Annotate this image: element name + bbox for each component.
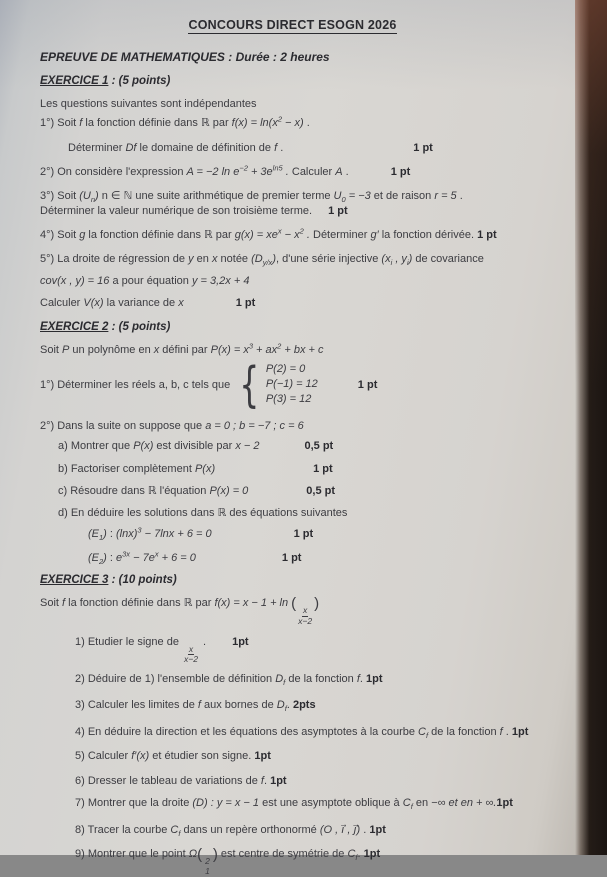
text-segment: f bbox=[62, 597, 66, 609]
ex2-q1-line bbox=[40, 356, 571, 413]
ex2-item-c: c) Résoudre dans ℝ l'équation P(x) = 0 0,5 pt bbox=[58, 485, 336, 497]
text-segment: U bbox=[333, 190, 342, 202]
text-segment: (lnx) bbox=[116, 528, 138, 540]
text-segment: e bbox=[116, 552, 123, 564]
fraction: $\frac{x}{x-2}$ bbox=[184, 643, 198, 665]
text-segment: f bbox=[410, 802, 413, 812]
text-segment: f(x) = ln(x bbox=[231, 117, 278, 129]
ex2-item-a: a) Montrer que P(x) est divisible par x − 2 0,5 pt bbox=[58, 440, 334, 452]
text-segment: P(x) bbox=[194, 463, 216, 475]
text-segment: C bbox=[170, 824, 179, 837]
exercise3-heading-label: EXERCICE 3 bbox=[40, 574, 109, 586]
points-label: 1pt bbox=[232, 635, 249, 648]
points-label: 1 pt bbox=[328, 205, 348, 217]
text-segment: f bbox=[355, 853, 358, 863]
ex3-intro: Soit f la fonction définie dans ℝ par f(x) = x − 1 + ln ( $\frac{x}{x-2}$ ) bbox=[40, 595, 320, 626]
text-segment: − 7lnx + 6 = 0 bbox=[141, 528, 212, 540]
text-segment: V(x) bbox=[83, 297, 104, 309]
text-segment: P(x) = 0 bbox=[209, 485, 249, 497]
text-segment: 2 bbox=[99, 557, 104, 567]
text-segment: 0 bbox=[341, 195, 346, 205]
text-segment: − x bbox=[281, 229, 300, 241]
text-segment: i bbox=[390, 258, 393, 268]
ex3-q2: 2) Déduire de 1) l'ensemble de définition $D_f$ de la fonction f. 1pt bbox=[75, 673, 383, 688]
ex1-q2-line: 2°) On considère l'expression A = −2 $\ln e^{-2} + 3e^{ln5}$ . Calculer A . 1 pt bbox=[40, 163, 411, 178]
system-brace: { bbox=[239, 356, 260, 413]
text-segment: f′(x) bbox=[131, 750, 150, 763]
text-segment: f bbox=[284, 704, 287, 714]
ex1-q1-line: 1°) Soit f la fonction définie dans ℝ par $f(x) = \ln(x^2 - x)$ . bbox=[40, 114, 310, 129]
text-segment: P(x) bbox=[133, 440, 154, 452]
points-label: 1pt bbox=[366, 673, 383, 686]
points-label: 1pt bbox=[270, 775, 287, 788]
text-segment: = −3 bbox=[345, 190, 371, 202]
ex1-q5-line2: cov(x , y) = 16 a pour équation y = 3,2x + 4 bbox=[40, 275, 250, 287]
points-label: 1pt bbox=[496, 797, 513, 810]
text-segment: ) bbox=[212, 846, 218, 864]
text-segment: x bbox=[154, 549, 159, 559]
ex2-item-b: b) Factoriser complètement P(x) 1 pt bbox=[58, 463, 333, 475]
text-segment: 2 bbox=[277, 341, 282, 351]
exercise3-heading bbox=[40, 573, 571, 587]
system-line: P(2) = 0 bbox=[265, 363, 306, 375]
ex3-q4: 4) En déduire la direction et les équations des asymptotes à la courbe $C_f$ de la fonction f . 1pt bbox=[75, 726, 529, 741]
title-row bbox=[40, 16, 545, 34]
text-segment: x bbox=[153, 344, 160, 356]
text-segment: Df bbox=[125, 142, 137, 154]
text-segment: x bbox=[178, 297, 184, 309]
text-segment: −2 bbox=[239, 163, 248, 173]
points-label: 1pt bbox=[363, 848, 381, 861]
points-label: 1 pt bbox=[235, 297, 256, 309]
text-segment: (D) : y = x − 1 bbox=[192, 797, 260, 810]
text-segment: . bbox=[282, 166, 289, 178]
points-label: 1 pt bbox=[477, 229, 497, 241]
exercise2-heading bbox=[40, 320, 571, 334]
text-segment: 3x bbox=[122, 549, 131, 559]
text-segment: ) bbox=[95, 190, 99, 202]
text-segment: (x bbox=[381, 253, 391, 265]
ex1-q4-line: 4°) Soit g la fonction définie dans ℝ par $g(x) = xe^x - x^2$ . Déterminer g′ la fonction dérivée. 1 pt bbox=[40, 226, 497, 241]
text-segment: A = −2 ln e bbox=[186, 166, 240, 178]
text-segment: , y bbox=[392, 253, 407, 265]
system-line: P(3) = 12 bbox=[265, 393, 312, 405]
text-segment: f bbox=[283, 678, 286, 688]
ex3-q7: 7) Montrer que la droite (D) : y = x − 1 est une asymptote oblique à $C_f$ en −∞ et en + ∞.1pt bbox=[75, 797, 513, 812]
ex2-q2-line: 2°) Dans la suite on suppose que a = 0 ; b = −7 ; c = 6 bbox=[40, 420, 304, 432]
points-label: 1 pt bbox=[390, 166, 411, 178]
ex1-q5-line1: 5°) La droite de régression de y en x notée $(D_{y/x})$, d'une série injective ($x_i$ , $y_i$) de covariance bbox=[40, 253, 484, 268]
text-segment: g′ bbox=[370, 229, 379, 241]
text-segment: f bbox=[260, 775, 264, 788]
text-segment: A bbox=[335, 166, 343, 178]
text-segment: ( bbox=[291, 595, 297, 612]
text-segment: D bbox=[276, 699, 285, 712]
text-segment: (O , ı⃗ , ȷ⃗) bbox=[319, 824, 361, 837]
equation-system bbox=[266, 362, 318, 407]
text-segment: r = 5 bbox=[434, 190, 457, 202]
exercise1-heading-points: : (5 points) bbox=[108, 75, 171, 87]
exercise1-heading-label: EXERCICE 1 bbox=[40, 75, 109, 87]
fraction: $\frac{x}{x-2}$ bbox=[298, 605, 313, 626]
ex2-equation-e2: $(E_2)$ : $e^{3x} - 7e^x + 6 = 0$ 1 pt bbox=[88, 549, 302, 567]
text-segment: C bbox=[418, 726, 426, 739]
text-segment: g(x) = xe bbox=[234, 229, 278, 241]
text-segment: ) bbox=[408, 253, 413, 265]
ex3-q8: 8) Tracer la courbe $C_f$ dans un repère orthonormé (O , ı⃗ , ȷ⃗) . 1pt bbox=[75, 824, 386, 839]
ex3-q3: 3) Calculer les limites de f aux bornes de $D_f$. 2pts bbox=[75, 699, 316, 714]
ex1-q3-line1: 3°) Soit $(U_n)$ n ∈ ℕ une suite arithmétique de premier terme $U_0 = -3$ et de raison r = 5 . bbox=[40, 190, 463, 205]
text-segment: f bbox=[178, 829, 181, 839]
points-label: 1pt bbox=[254, 750, 271, 763]
document-title: CONCOURS DIRECT ESOGN 2026 bbox=[188, 18, 397, 32]
text-segment: 2 bbox=[299, 226, 304, 236]
ex2-equation-e1: $(E_1)$ : $(\ln x)^3 - 7\ln x + 6 = 0$ 1 pt bbox=[88, 525, 314, 543]
ex1-q1-answer-line: Déterminer Df le domaine de définition de f . 1 pt bbox=[68, 142, 433, 154]
text-segment: + ax bbox=[253, 344, 278, 356]
text-segment: f bbox=[426, 731, 429, 741]
text-segment: − 7e bbox=[130, 552, 155, 564]
points-label: 0,5 pt bbox=[304, 440, 334, 452]
points-label: 1 pt bbox=[293, 528, 314, 540]
text-segment: . bbox=[303, 229, 310, 241]
text-segment: ) bbox=[272, 253, 276, 265]
text-segment: y/x bbox=[262, 258, 273, 268]
text-segment: x − 2 bbox=[235, 440, 260, 452]
text-segment: y = 3,2x + 4 bbox=[191, 275, 250, 287]
text-segment: ln5 bbox=[272, 163, 283, 173]
exercise1-heading bbox=[40, 74, 571, 88]
text-segment: i bbox=[406, 258, 409, 268]
points-label: 1 pt bbox=[413, 142, 433, 154]
text-segment: ( bbox=[197, 846, 203, 864]
text-segment: ) bbox=[103, 552, 107, 564]
photo-dark-edge bbox=[575, 0, 607, 855]
text-segment: f bbox=[499, 726, 503, 739]
text-segment: −∞ et en + ∞. bbox=[431, 797, 497, 810]
text-segment: + 3e bbox=[247, 166, 273, 178]
points-label: 1pt bbox=[369, 824, 386, 837]
text-segment: cov(x , y) = 16 bbox=[40, 275, 110, 287]
text-segment: P(x) = x bbox=[210, 344, 249, 356]
column-vector: 2 1 bbox=[205, 856, 210, 876]
text-segment: f(x) = x − 1 + ln bbox=[214, 597, 292, 609]
document-subtitle: EPREUVE DE MATHEMATIQUES : Durée : 2 heures bbox=[40, 50, 330, 64]
text-segment: y bbox=[188, 253, 194, 265]
points-label: 1 pt bbox=[313, 463, 333, 475]
points-label: 0,5 pt bbox=[306, 485, 336, 497]
ex2-intro: Soit P un polynôme en x défini par $P(x) = x^3 + ax^2$ + bx + c bbox=[40, 341, 324, 356]
text-segment: g bbox=[79, 229, 86, 241]
text-segment: (E bbox=[88, 552, 99, 564]
text-segment: P bbox=[62, 344, 70, 356]
ex1-intro: Les questions suivantes sont indépendantes bbox=[40, 98, 257, 110]
ex1-q5-line3: Calculer V(x) la variance de x 1 pt bbox=[40, 297, 256, 309]
ex2-q1-text: 1°) Déterminer les réels a, b, c tels que bbox=[40, 378, 231, 391]
text-segment: ) bbox=[314, 595, 320, 612]
ex3-q9: 9) Montrer que le point Ω( 2 1 ) est centre de symétrie de $C_f$. 1pt bbox=[75, 846, 381, 876]
points-label: 2pts bbox=[292, 699, 316, 712]
ex3-q1: 1) Etudier le signe de $\frac{x}{x-2}$ . 1pt bbox=[75, 635, 249, 665]
points-label: 1 pt bbox=[357, 378, 378, 391]
text-segment: (D bbox=[251, 253, 263, 265]
text-segment: f bbox=[197, 699, 201, 712]
text-segment: x bbox=[211, 253, 218, 265]
points-label: 1pt bbox=[511, 726, 529, 739]
text-segment: f bbox=[356, 673, 360, 686]
text-segment: + 6 = 0 bbox=[158, 552, 196, 564]
text-segment: f bbox=[79, 117, 83, 129]
text-segment: C bbox=[402, 797, 411, 810]
text-segment: 2 bbox=[277, 114, 282, 124]
text-segment: − x) bbox=[282, 117, 304, 129]
ex2-item-d: d) En déduire les solutions dans ℝ des équations suivantes bbox=[58, 507, 348, 519]
text-segment: n bbox=[90, 195, 96, 205]
text-segment: ) bbox=[103, 528, 107, 540]
text-segment: 1 bbox=[99, 533, 104, 543]
text-segment: (E bbox=[88, 528, 99, 540]
ex3-q5: 5) Calculer f′(x) et étudier son signe. 1pt bbox=[75, 750, 271, 763]
text-segment: + bx + c bbox=[281, 344, 324, 356]
exercise2-heading-points: : (5 points) bbox=[108, 321, 171, 333]
text-segment: 3 bbox=[248, 341, 253, 351]
points-label: 1 pt bbox=[281, 552, 302, 564]
text-segment: Ω bbox=[188, 848, 198, 861]
system-line: P(−1) = 12 bbox=[265, 378, 318, 390]
exercise3-heading-points: : (10 points) bbox=[108, 574, 177, 586]
text-segment: C bbox=[347, 848, 356, 861]
exercise2-heading-label: EXERCICE 2 bbox=[40, 321, 109, 333]
text-segment: D bbox=[275, 673, 284, 686]
text-segment: x bbox=[277, 226, 282, 236]
ex1-q3-line2: Déterminer la valeur numérique de son troisième terme. 1 pt bbox=[40, 205, 348, 217]
text-segment: (U bbox=[79, 190, 91, 202]
text-segment: a = 0 ; b = −7 ; c = 6 bbox=[205, 420, 304, 432]
text-segment: f bbox=[274, 142, 278, 154]
text-segment: 3 bbox=[137, 525, 142, 535]
ex3-q6: 6) Dresser le tableau de variations de f. 1pt bbox=[75, 775, 287, 788]
